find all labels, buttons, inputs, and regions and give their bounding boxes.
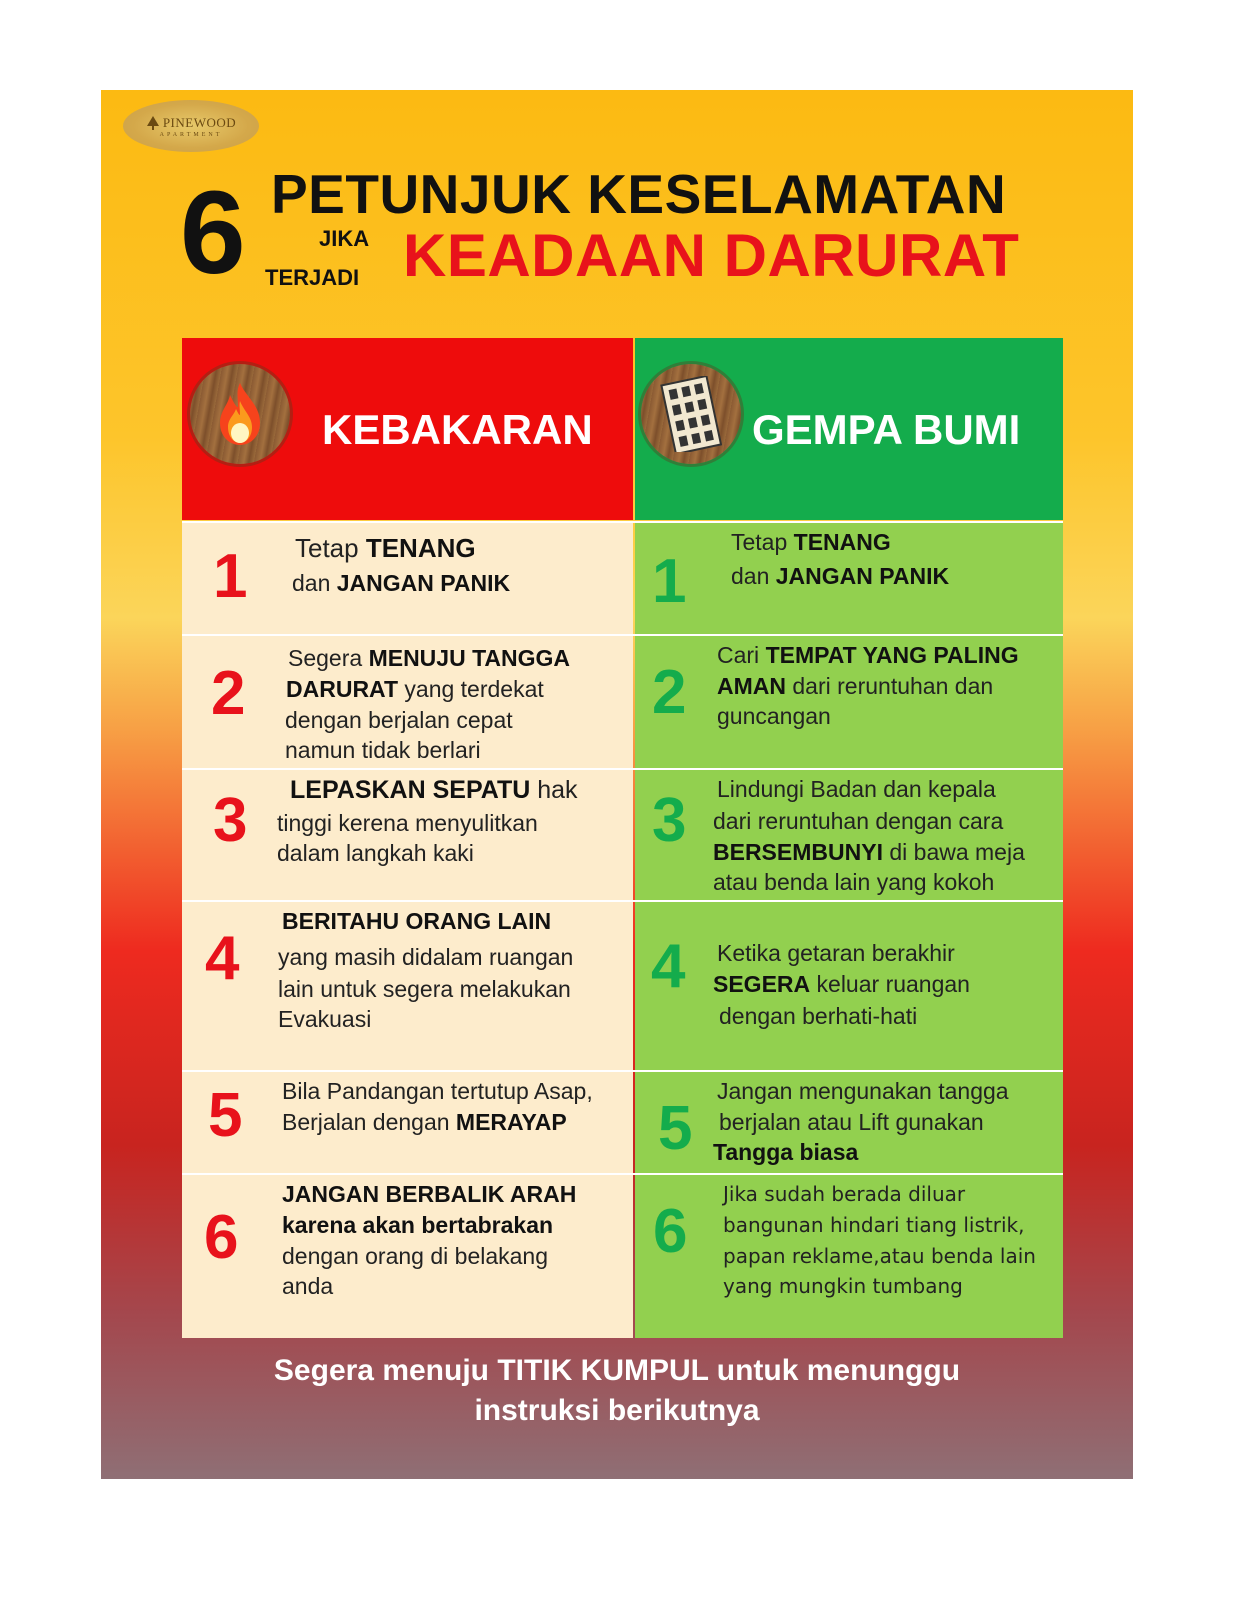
logo-subtitle: APARTMENT bbox=[159, 131, 223, 138]
tree-icon bbox=[146, 116, 160, 130]
table-row bbox=[182, 900, 1063, 1070]
step-number: 5 bbox=[658, 1094, 693, 1163]
quake-step-5: 5 Jangan mengunakan tangga berjalan atau Lift gunakan Tangga biasa bbox=[635, 1072, 1063, 1173]
quake-step-3: 3 Lindungi Badan dan kepala dari reruntuhan dengan cara BERSEMBUNYI di bawa meja atau benda lain yang kokoh bbox=[635, 770, 1063, 900]
fire-step-3: 3 LEPASKAN SEPATU hak tinggi kerena menyulitkan dalam langkah kaki bbox=[182, 770, 633, 900]
quake-column-header bbox=[635, 338, 1063, 520]
step-number: 3 bbox=[213, 786, 248, 855]
step-number: 3 bbox=[652, 786, 687, 855]
table-row bbox=[182, 1070, 1063, 1173]
title-terjadi: TERJADI bbox=[265, 265, 360, 290]
title-line-2: KEADAAN DARURAT bbox=[403, 222, 1020, 289]
fire-step-4: 4 BERITAHU ORANG LAIN yang masih didalam ruangan lain untuk segera melakukan Evakuasi bbox=[182, 902, 633, 1070]
step-number: 5 bbox=[208, 1081, 243, 1150]
table-row bbox=[182, 1173, 1063, 1338]
fire-step-1: 1 Tetap TENANG dan JANGAN PANIK bbox=[182, 523, 633, 634]
logo-name: PINEWOOD bbox=[162, 114, 237, 130]
step-number: 1 bbox=[652, 547, 687, 616]
building-icon bbox=[641, 364, 741, 464]
table-row bbox=[182, 768, 1063, 900]
fire-step-2: 2 Segera MENUJU TANGGA DARURAT yang terdekat dengan berjalan cepat namun tidak berlari bbox=[182, 636, 633, 768]
title-jika: JIKA bbox=[319, 226, 370, 251]
title-number: 6 bbox=[180, 167, 246, 299]
step-number: 6 bbox=[653, 1197, 688, 1266]
fire-step-6: 6 JANGAN BERBALIK ARAH karena akan bertabrakan dengan orang di belakang anda bbox=[182, 1175, 633, 1338]
quake-step-2: 2 Cari TEMPAT YANG PALING AMAN dari reruntuhan dan guncangan bbox=[635, 636, 1063, 768]
fire-step-5: 5 Bila Pandangan tertutup Asap, Berjalan dengan MERAYAP bbox=[182, 1072, 633, 1173]
quake-step-1: 1 Tetap TENANG dan JANGAN PANIK bbox=[635, 523, 1063, 634]
pinewood-logo bbox=[123, 100, 259, 152]
step-number: 6 bbox=[204, 1203, 239, 1272]
table-row bbox=[182, 634, 1063, 768]
safety-poster bbox=[101, 90, 1133, 1479]
step-number: 2 bbox=[652, 658, 687, 727]
step-number: 4 bbox=[651, 932, 686, 1001]
step-number: 1 bbox=[213, 542, 248, 611]
table-row bbox=[182, 521, 1063, 634]
footer-instruction: Segera menuju TITIK KUMPUL untuk menunggu instruksi berikutnya bbox=[273, 1354, 961, 1427]
title-line-1: PETUNJUK KESELAMATAN bbox=[271, 163, 1007, 225]
quake-step-4: 4 Ketika getaran berakhir SEGERA keluar ruangan dengan berhati-hati bbox=[635, 902, 1063, 1070]
quake-step-6: 6 Jika sudah berada diluar bangunan hindari tiang listrik, papan reklame,atau benda lain yang mungkin tumbang bbox=[635, 1175, 1063, 1338]
quake-column-label: GEMPA BUMI bbox=[752, 406, 1021, 453]
fire-column-header bbox=[182, 338, 633, 520]
fire-icon bbox=[190, 364, 290, 464]
fire-column-label: KEBAKARAN bbox=[322, 406, 593, 453]
step-number: 2 bbox=[211, 659, 246, 728]
step-number: 4 bbox=[205, 924, 240, 993]
